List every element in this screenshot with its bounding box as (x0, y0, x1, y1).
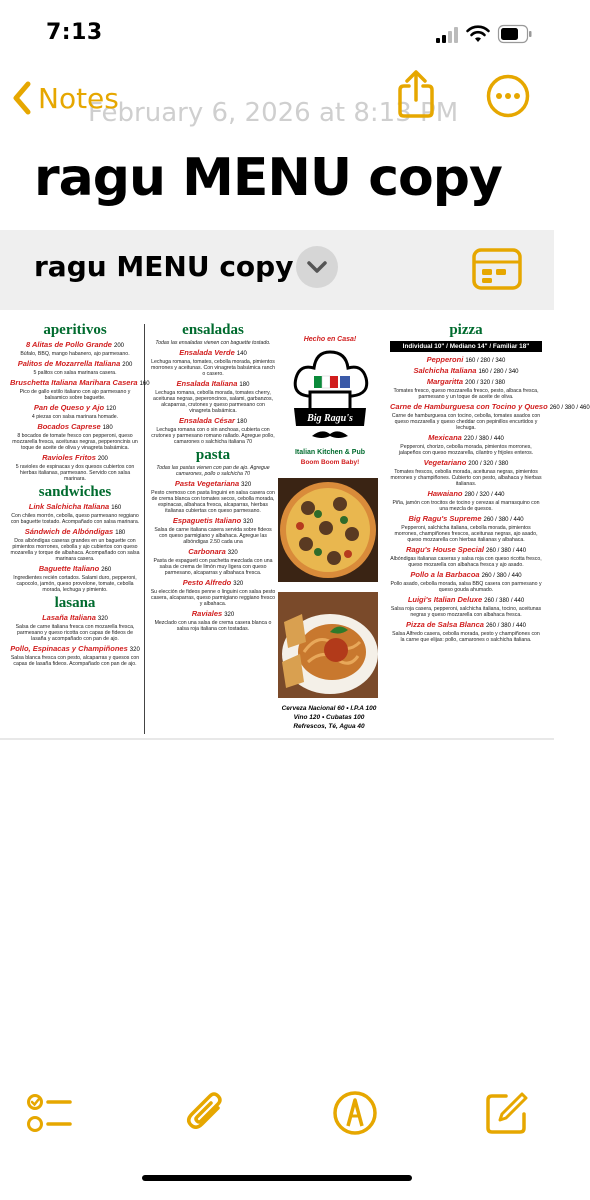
menu-item-name (390, 595, 542, 606)
item-name: Ensalada Italiana (176, 379, 238, 388)
menu-item-name (10, 359, 140, 370)
menu-item-name (10, 564, 140, 575)
item-price: 180 (236, 419, 247, 425)
item-description: Lechuga romana con o sin anchoas, cubierta con crutones y parmesano romano rallado. Agregue pollo, camarones o salchicha italiana 70 (151, 427, 275, 445)
item-description: Lechuga romana, cebolla morada, tomates cherry, aceitunas negras, peperoncinos, salami, garbanzos, alcaparras, crutones y queso parmesano con vinagreta balsámica. (153, 390, 273, 414)
item-price: 200 / 320 / 380 (468, 461, 509, 467)
menu-item-name (150, 348, 276, 359)
item-name: Ensalada Verde (179, 348, 235, 357)
item-price: 120 (106, 406, 117, 412)
menu-item-name (150, 516, 276, 527)
item-price: 320 (224, 612, 235, 618)
item-description: 5 palitos con salsa marinara casera. (33, 370, 117, 376)
item-description: Salsa blanca fresca con pesto, alcaparras y quesos con capas de lasaña fideos. Acompañado con pan de ajo. (10, 655, 140, 667)
drinks-line: Vino 120 • Cubatas 100 (293, 714, 365, 721)
item-description: Carne de hamburguesa con tocino, cebolla, tomates asados con queso mozzarella y queso cheddar con pepinillos encurtidos y lechuga. (391, 413, 541, 431)
item-name: Margaritta (426, 377, 464, 386)
item-description: Búfalo, BBQ, mango habanero, ajo parmesano. (20, 351, 130, 357)
item-name: Salchicha Italiana (413, 366, 477, 375)
menu-item-name (10, 378, 150, 389)
item-price: 140 (236, 351, 247, 357)
sandwiches-list (10, 502, 140, 593)
item-price: 260 / 380 / 440 (484, 598, 525, 604)
back-chevron-icon (10, 78, 34, 118)
item-description: Dos albóndigas caseras grandes en un baguette con pimientos morrones, cebolla y ajo cubiertos con queso mozarella y torque de albahaca. Acompañado con salsa marinara casera. (10, 538, 140, 562)
section-heading: pizza (449, 322, 483, 338)
item-name: Vegetariano (423, 458, 467, 467)
section-heading: ensaladas (182, 322, 244, 338)
pizza-sizes-bar: Individual 10" / Mediano 14" / Familiar 18" (390, 341, 542, 352)
menu-column-2 (150, 320, 276, 634)
item-price: 260 / 380 / 440 (481, 573, 522, 579)
item-price: 260 / 380 / 440 (486, 548, 527, 554)
item-description: 5 ravioles de espinacas y dos quesos cubiertos con hierbas italianas, parmesano. Servido con salsa marinara. (15, 464, 135, 482)
item-price: 200 (97, 456, 108, 462)
item-price: 260 / 380 / 440 (483, 517, 524, 523)
cellular-signal-icon (436, 27, 458, 43)
drinks-list (274, 704, 384, 731)
menu-item-name (390, 570, 542, 581)
item-name: Sándwich de Albóndigas (24, 527, 114, 536)
item-price: 320 (227, 550, 238, 556)
item-description: Salsa de carne italiana casera servida sobre fideos con queso parmigiano y albahaca. Agregue las albóndigas 2.50 cada una (154, 527, 272, 545)
drinks-line: Refrescos, Té, Agua 40 (293, 723, 365, 730)
back-button[interactable] (10, 76, 119, 120)
item-name: Carbonara (188, 547, 226, 556)
item-name: Pesto Alfredo (182, 578, 232, 587)
item-description: Piña, jamón con trocitos de tocino y cerezas al marrasquino con una mezcla de quesos. (392, 500, 540, 512)
pizza-photo (278, 478, 378, 582)
item-name: Hawaiano (427, 489, 463, 498)
ensaladas-list (150, 348, 276, 445)
compose-icon[interactable] (484, 1090, 530, 1136)
battery-icon (498, 25, 532, 43)
menu-item-name (390, 366, 542, 377)
svg-text:Big Ragu's: Big Ragu's (307, 413, 353, 424)
item-price: 260 / 380 / 440 (485, 623, 526, 629)
menu-item-name (150, 547, 276, 558)
item-description: Con chiles morrón, cebolla, queso parmesano reggiano con baguette tostado. Acompañado con salsa marinara. (10, 513, 140, 525)
menu-item-name (150, 379, 276, 390)
aperitivos-list (10, 340, 150, 482)
item-description: Salsa roja casera, pepperoni, salchicha italiana, tocino, aceitunas negras y queso mozzarella con albahaca fresca. (390, 606, 542, 618)
attachment-expand-button[interactable] (296, 246, 338, 288)
item-price: 260 (101, 567, 112, 573)
navigation-bar (0, 60, 554, 140)
item-description: 4 piezas con salsa marinara homade. (31, 414, 119, 420)
lasana-list (10, 613, 140, 667)
item-price: 160 (139, 381, 150, 387)
drinks-line: Cerveza Nacional 60 • I.P.A 100 (281, 705, 377, 712)
more-icon[interactable] (486, 74, 530, 118)
item-description: Mezclado con una salsa de crema casera blanca o salsa roja italiana con tostadas. (154, 620, 272, 632)
item-description: 8 bocados de tomate fresco con pepperoni, queso mozzarella fresca, aceitunas negras, pepperoncinis un toque de aceite de oliva y vinagreta balsámica. (12, 433, 138, 451)
item-name: Espaguetis Italiano (172, 516, 242, 525)
item-name: Pasta Vegetariana (174, 479, 240, 488)
item-description: Pollo asado, cebolla morada, salsa BBQ casera con parmesano y queso gouda ahumado. (390, 581, 542, 593)
item-description: Lechuga romana, tomates, cebolla morada, pimientos morrones y aceitunas. Con vinagreta balsámica ranch o casero. (151, 359, 275, 377)
home-indicator[interactable] (142, 1175, 412, 1181)
attachment-title[interactable]: ragu MENU copy (34, 250, 294, 283)
menu-item-name (10, 340, 140, 351)
item-price: 260 / 380 / 460 (549, 405, 590, 411)
menu-item-name (10, 403, 140, 414)
item-description: Pepperoni, salchicha italiana, cebolla morada, pimientos morrones, champiñones frescos, aceitunas negras, ajo asado, queso mozzarella con hierbas italianas y albahaca. (394, 525, 538, 543)
menu-column-1 (10, 320, 150, 669)
logo-slogan: Boom Boom Baby! (300, 459, 360, 466)
bottom-toolbar (0, 1090, 554, 1150)
spaghetti-photo (278, 592, 378, 698)
restaurant-logo (278, 336, 382, 476)
menu-item-name (150, 479, 276, 490)
share-icon[interactable] (396, 70, 436, 118)
item-name: Ragu's House Special (405, 545, 484, 554)
item-price: 160 / 280 / 340 (478, 369, 519, 375)
menu-item-name (150, 416, 276, 427)
section-heading: lasana (54, 595, 96, 611)
item-name: Lasaña Italiana (42, 613, 96, 622)
item-name: Ravioles Fritos (42, 453, 96, 462)
menu-item-name (390, 545, 542, 556)
chevron-down-icon (296, 246, 338, 288)
item-description: Tomates fresco, queso mozzarella fresco, pesto, albaca fresca, parmesano y un toque de aceite de oliva. (393, 388, 539, 400)
item-price: 220 / 380 / 440 (463, 436, 504, 442)
item-description: Pepperoni, chorizo, cebolla morada, pimientos morrones, jalapeños con queso mozzarella, cilantro y frijoles enteros. (398, 444, 534, 456)
item-name: Luigi's Italian Deluxe (407, 595, 483, 604)
section-heading: pasta (195, 447, 231, 463)
item-name: 8 Alitas de Pollo Grande (25, 340, 112, 349)
markup-pen-icon[interactable] (332, 1090, 378, 1136)
menu-item-name (10, 453, 140, 464)
menu-item-name (10, 644, 140, 655)
note-title[interactable]: ragu MENU copy (34, 148, 502, 208)
item-name: Palitos de Mozarrella Italiana (17, 359, 121, 368)
item-name: Bruschetta Italiana Marihara Casera (10, 378, 138, 387)
menu-item-name (390, 514, 542, 525)
item-price: 200 (122, 362, 133, 368)
item-name: Pan de Queso y Ajo (33, 403, 105, 412)
item-price: 320 (241, 482, 252, 488)
item-price: 160 / 280 / 340 (465, 358, 506, 364)
item-description: Tomates frescos, cebolla morada, aceitunas negras, pimientos morrones y champiñones. Cubierto con pesto, albahaca y hierbas italianas. (390, 469, 542, 487)
document-scan-icon[interactable] (472, 248, 522, 290)
menu-item-name (150, 609, 276, 620)
menu-item-name (10, 613, 140, 624)
item-price: 180 (115, 530, 126, 536)
item-price: 200 / 320 / 380 (465, 380, 506, 386)
menu-item-name (390, 489, 542, 500)
item-name: Pollo a la Barbacoa (410, 570, 480, 579)
logo-subtitle: Italian Kitchen & Pub (294, 449, 365, 456)
attachment-header (0, 230, 554, 310)
status-time: 7:13 (46, 20, 103, 45)
item-description: Su elección de fideos penne o linguini con salsa pesto casera, alcaparras, queso parmigiano reggiano fresco y albahaca. (150, 589, 276, 607)
status-bar (0, 0, 554, 60)
menu-item-name (10, 527, 140, 538)
item-name: Pollo, Espinacas y Champiñones (10, 644, 128, 653)
item-description: Pasta de espagueti con pachetta mezclada con una salsa de crema de limón muy ligera con queso parmesano, alcaparras y albahaca fresca. (153, 558, 273, 576)
menu-item-name (10, 422, 140, 433)
item-name: Pizza de Salsa Blanca (405, 620, 484, 629)
item-description: Pesto cremoso con pasta linguini en salsa casera con de crema blanca con tomates secos, cebolla morada, espinacas, albahaca fresca, alcaparras, hierbas italianas cubiertas con queso parmesano. (151, 490, 275, 514)
item-name: Baguette Italiano (38, 564, 100, 573)
note-date-underlay: February 6, 2026 at 8:13 PM (88, 98, 459, 128)
wifi-icon (466, 25, 490, 43)
item-price: 320 (243, 519, 254, 525)
item-price: 320 (97, 616, 108, 622)
item-price: 180 (102, 425, 113, 431)
item-price: 200 (113, 343, 124, 349)
item-description: Salsa Alfredo casera, cebolla morada, pesto y champiñones con la carne que elijas: pollo, camarones o salchicha italiana. (392, 631, 540, 643)
item-description: Albóndigas italianas caseras y salsa roja con queso ricotta fresco, queso mozarella con albahaca fresca y ajo asado. (390, 556, 542, 568)
chef-hat-logo (288, 346, 372, 446)
item-name: Ensalada César (179, 416, 235, 425)
item-description: Ingredientes recién cortados. Salami duro, pepperoni, capocolo, jamón, queso provolone, tomate, cebolla morada, lechuga y pimiento. (13, 575, 137, 593)
pizza-list (390, 355, 590, 643)
menu-item-name (390, 402, 590, 413)
item-price: 160 (111, 505, 122, 511)
menu-column-4 (390, 320, 590, 645)
menu-column-3 (278, 320, 382, 740)
pasta-list (150, 479, 276, 632)
back-button-label: Notes (38, 81, 119, 115)
section-note: Todas las pastas vienen con pan de ajo. Agregue camarones, pollo o salchicha 70 (156, 465, 270, 477)
menu-item-name (390, 458, 542, 469)
item-name: Link Salchicha Italiana (28, 502, 110, 511)
section-heading: aperitivos (43, 322, 107, 338)
item-name: Raviales (191, 609, 223, 618)
item-price: 280 / 320 / 440 (464, 492, 505, 498)
menu-item-name (390, 377, 542, 388)
paperclip-icon[interactable] (184, 1090, 230, 1136)
section-heading: sandwiches (38, 484, 112, 500)
menu-document-image[interactable] (0, 312, 590, 740)
item-name: Big Ragu's Supreme (408, 514, 482, 523)
item-description: Pico de gallo estilo italiano con ajo parmesano y balsamico sobre baguette. (19, 389, 131, 401)
menu-item-name (390, 355, 542, 366)
item-name: Pepperoni (426, 355, 464, 364)
item-description: Salsa de carne italiana fresca con mozarella fresca, parmesano y queso ricotta con capas de fideos de lasaña y acompañado con pan de ajo. (15, 624, 135, 642)
item-name: Carne de Hamburguesa con Tocino y Queso (390, 402, 548, 411)
menu-item-name (390, 620, 542, 631)
logo-tagline: Hecho en Casa! (303, 336, 357, 343)
menu-item-name (390, 433, 542, 444)
menu-item-name (150, 578, 276, 589)
checklist-icon[interactable] (26, 1090, 72, 1136)
item-price: 320 (129, 647, 140, 653)
menu-item-name (10, 502, 140, 513)
item-name: Bocados Caprese (37, 422, 101, 431)
item-price: 180 (239, 382, 250, 388)
item-name: Mexicana (428, 433, 462, 442)
item-price: 320 (233, 581, 244, 587)
section-note: Todas las ensaladas vienen con baguette tostado. (155, 340, 271, 346)
